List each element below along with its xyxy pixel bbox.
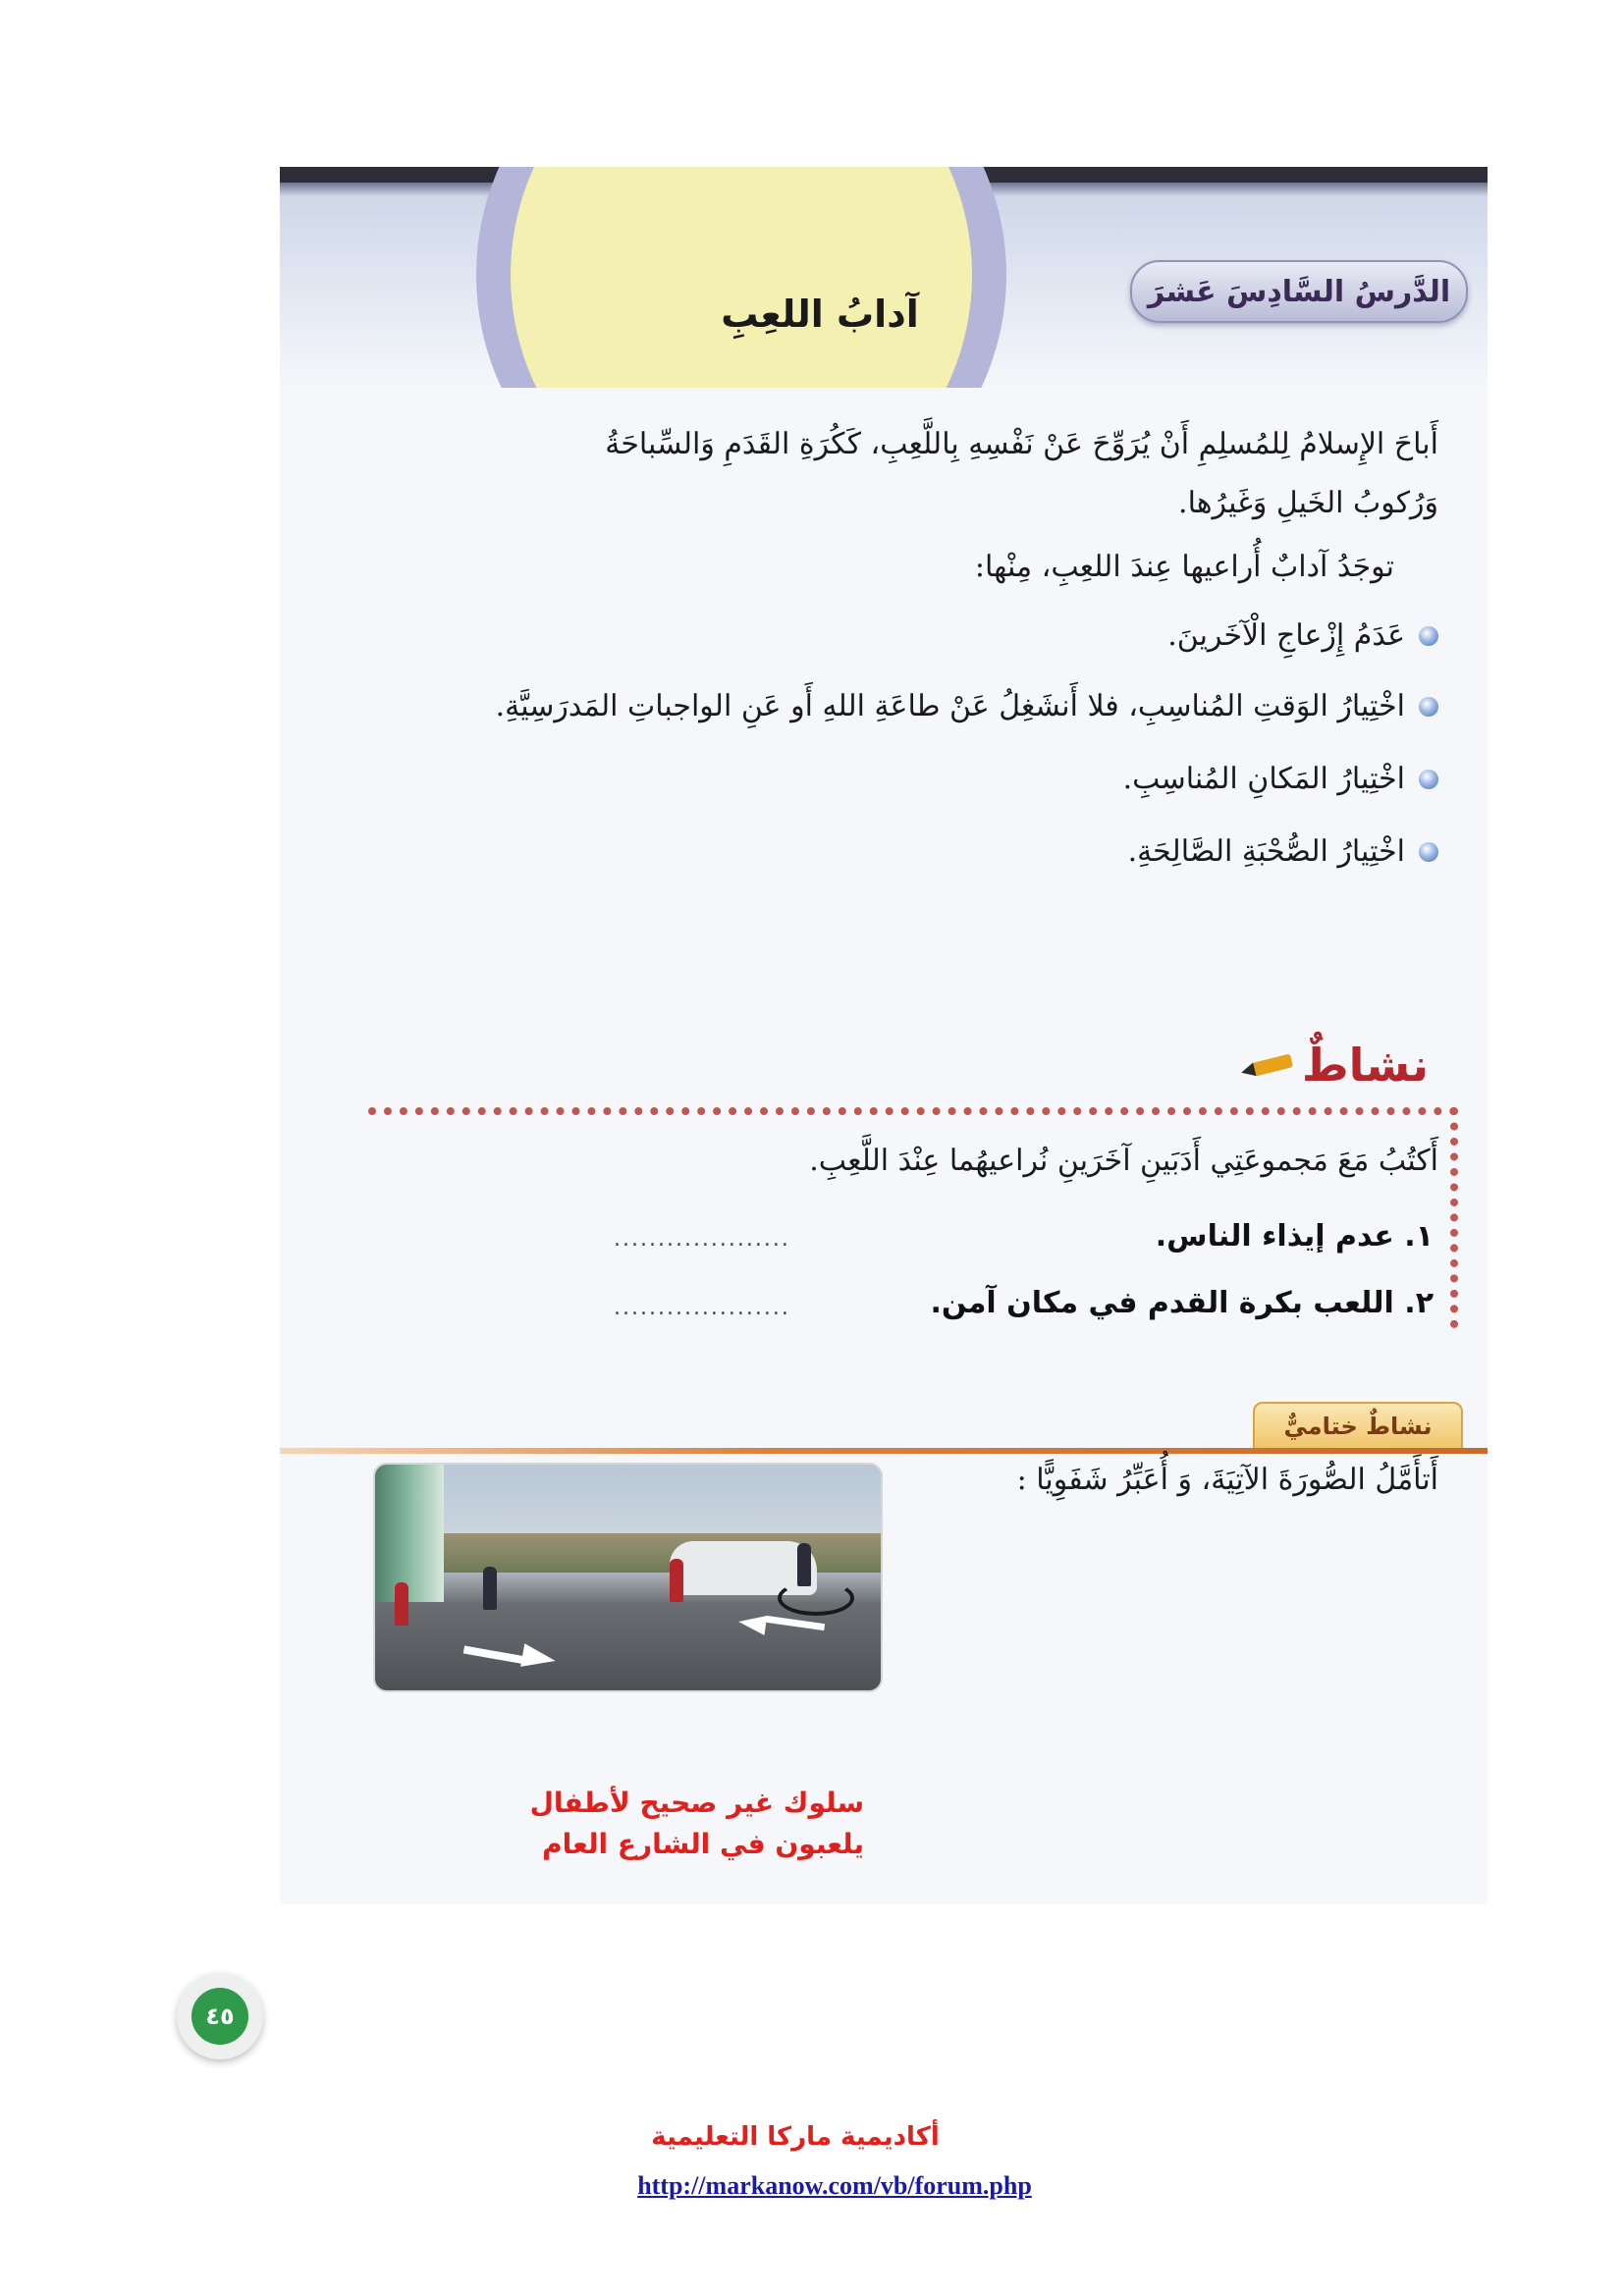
bullet-icon (1419, 697, 1438, 717)
answer-text: عدم إيذاء الناس. (1155, 1219, 1394, 1254)
activity-instruction: أَكتُبُ مَعَ مَجموعَتِي أَدَبَينِ آخَرَينِ نُراعيهُما عِنْدَ اللَّعِبِ. (809, 1144, 1438, 1178)
etiquette-item (1128, 834, 1438, 869)
photo-caption-line-2: يلعبون في الشارع العام (542, 1828, 864, 1860)
answer-blank-1: .................... (614, 1227, 790, 1252)
photo-caption-line-1: سلوك غير صحيح لأطفال (529, 1787, 864, 1819)
bicycle-shape (778, 1580, 854, 1616)
bullet-icon (1419, 770, 1438, 789)
closing-divider (280, 1448, 1488, 1454)
lesson-header (280, 167, 1488, 388)
answer-line-1 (1156, 1219, 1434, 1254)
answer-blank-2: .................... (614, 1296, 790, 1320)
intro-line-2: وَرُكوبُ الخَيلِ وَغَيرُها. (1178, 486, 1438, 520)
lesson-title: آدابُ اللعِبِ (721, 293, 919, 336)
intro-line-3: توجَدُ آدابٌ أُراعيها عِندَ اللعِبِ، مِنْها: (974, 550, 1394, 584)
lesson-number-badge: الدَّرسُ السَّادِسَ عَشرَ (1130, 260, 1468, 323)
answer-number: ٢. (1404, 1286, 1434, 1320)
etiquette-item (1167, 618, 1438, 653)
footer-link[interactable]: http://markanow.com/vb/forum.php (637, 2171, 1032, 2200)
page-number: ٤٥ (191, 1988, 248, 2045)
answer-number: ١. (1404, 1219, 1434, 1254)
etiquette-text: اخْتِيارُ الوَقتِ المُناسِبِ، فلا أَنشَغِلُ عَنْ طاعَةِ اللهِ أَو عَنِ الواجباتِ المَدرَسِيَّةِ. (495, 689, 1405, 723)
closing-activity-tab: نشاطٌ ختاميٌّ (1253, 1402, 1463, 1451)
activity-heading-text: نشاطٌ (1301, 1039, 1429, 1092)
etiquette-text: اخْتِيارُ الصُّحْبَةِ الصَّالِحَةِ. (1127, 834, 1405, 869)
etiquette-item (1123, 762, 1438, 796)
answer-text: اللعب بكرة القدم في مكان آمن. (930, 1286, 1394, 1320)
etiquette-item (496, 689, 1438, 723)
road-arrow-icon (737, 1612, 768, 1635)
road-arrow-icon (520, 1643, 558, 1673)
bullet-icon (1419, 842, 1438, 862)
etiquette-text: اخْتِيارُ المَكانِ المُناسِبِ. (1122, 762, 1405, 796)
closing-instruction: أَتأَمَّلُ الصُّورَةَ الآتِيَةَ، وَ أُعَبِّرُ شَفَوِيًّا : (1016, 1463, 1438, 1497)
footer-site-name: أكاديمية ماركا التعليمية (651, 2122, 940, 2152)
header-sun-decoration (511, 167, 972, 388)
bullet-icon (1419, 626, 1438, 646)
etiquette-text: عَدَمُ إِزْعاجِ الْآخَرينَ. (1167, 618, 1405, 653)
answer-line-2 (930, 1286, 1434, 1320)
activity-heading (1237, 1039, 1429, 1092)
intro-line-1: أَباحَ الإِسلامُ لِلمُسلِمِ أَنْ يُرَوِّحَ عَنْ نَفْسِهِ بِاللَّعِبِ، كَكُرَةِ القَدَمِ وَالسِّباحَةُ (605, 427, 1438, 461)
street-play-photo (373, 1463, 883, 1692)
page-number-badge (177, 1973, 263, 2059)
textbook-page (280, 167, 1488, 1904)
pencil-icon (1237, 1050, 1296, 1080)
